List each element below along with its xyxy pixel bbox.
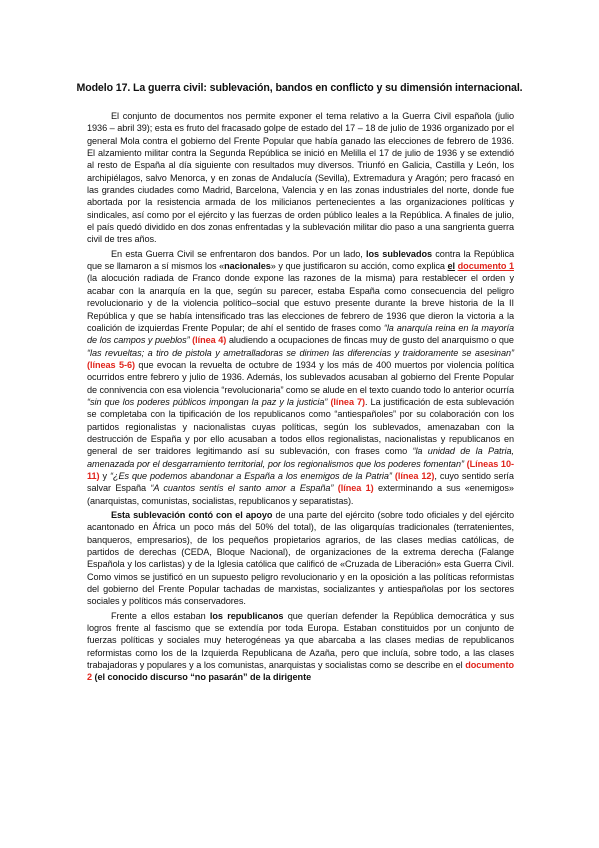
bold-apoyo: Esta sublevación contó con el apoyo	[111, 510, 273, 520]
quote-lines-10-11: “la unidad de la Patria, amenazada por el desgarramiento territorial, por los regionalismos que los poderes fomentan”	[87, 446, 514, 469]
text-run: que querían defender la República democrática y sus logros frente al fascismo que se extendía por toda Europa. Estaban constituidos por un conjunto de fuerzas políticas y sociales muy heterogéneas ya que abarcaba a las clases medias de republicanos reformistas como los de la Izquierda Republicana de Azaña, pero que incluía, sobre todo, a las clases trabajadoras y populares y a los comunistas, anarquistas y socialistas como se describe en el	[87, 610, 514, 671]
text-run: . La justificación de esta sublevación se completaba con la tipificación de los republicanos como “antiespañoles” por su colaboración con los partidos regionalistas y nacionalistas cuyas políticas, según los sublevados, amenazaban con la destrucción de España y por ello acusaban a todos ellos regionalistas, nacionalistas y republicanos en general de ser traidores legitimando así su sublevación, con frases como	[87, 396, 514, 457]
text-run: contra la República que se llamaron a sí mismos los «	[87, 248, 514, 272]
bold-los-sublevados: los sublevados	[366, 248, 433, 259]
quote-line-12: “¿Es que podemos abandonar a España a los enemigos de la Patria”	[109, 470, 392, 481]
text-run: (el	[94, 672, 106, 683]
text-run: aludiendo a ocupaciones de fincas muy de gusto del anarquismo o que	[228, 335, 514, 346]
text-run: Frente a ellos estaban	[111, 610, 206, 621]
bold-nacionales: nacionales	[224, 261, 271, 272]
quote-line-7: “sin que los poderes públicos impongan la paz y la justicia”	[87, 396, 328, 407]
document-title: Modelo 17. La guerra civil: sublevación, bandos en conflicto y su dimensión internacional.	[76, 82, 523, 94]
line-reference-4: (línea 4)	[192, 335, 227, 346]
line-reference-12: (línea 12)	[394, 470, 435, 481]
bold-discurso: conocido discurso “no pasarán” de la dirigente	[107, 672, 312, 683]
paragraph-2	[87, 248, 514, 507]
paragraph-4	[87, 610, 514, 684]
document-body	[87, 110, 514, 684]
text-run: (la alocución radiada de Franco donde expone las razones de la misma) para restablecer el orden y acabar con la anarquía en la que, según su parecer, estaba España como consecuencia del peligro revolucionario y de la violencia político–social que estuvo presente durante la breve historia de la II República y que se había intensificado tras las elecciones de febrero de 1936 que dieron la victoria a la coalición de izquierdas Frente Popular; de ahí el sentido de frases como	[87, 273, 514, 333]
text-run: » y que justificaron su acción, como explica	[270, 261, 445, 272]
paragraph-1: El conjunto de documentos nos permite exponer el tema relativo a la Guerra Civil española (julio 1936 – abril 39); esta es fruto del fracasado golpe de estado del 17 – 18 de julio de 1936 organizado por el general Mola contra el gobierno del Frente Popular que había ganado las elecciones de febrero de 1936. El alzamiento militar contra la Segunda República se inició en Melilla el 17 de julio de 1936 y se extendió al resto de España al día siguiente con resultados muy diversos. Triunfó en Galicia, Castilla y León, los archipiélagos, salvo Menorca, y en zonas de Andalucía (Sevilla), Extremadura y Aragón; pero fracasó en las grandes ciudades como Madrid, Barcelona, Valencia y en las zonas industriales del norte, donde fue abortada por la resistencia armada de los milicianos pertenecientes a las organizaciones políticas y sindicales, así como por el ejército y las fuerzas de orden público leales a la República. A finales de julio, el país quedó dividido en dos zonas enfrentadas y la sublevación militar dio paso a una sangrienta guerra civil de tres años.	[87, 111, 514, 245]
line-reference-7: (línea 7)	[330, 396, 366, 407]
document-2-reference: documento 2	[87, 660, 514, 683]
text-run: y	[102, 470, 108, 481]
text-run: de una parte del ejército (sobre todo oficiales y del ejército acantonado en África un poco más del 50% del total), de las oligarquías tradicionales (terratenientes, banqueros, empresarios), de los pequeños propietarios agrarios, de las clases medias católicas, de partidos de derechas (CEDA, Bloque Nacional), de organizaciones de la extrema derecha (Falange Española y los carlistas) y de la Iglesia católica que calificó de «Cruzada de Liberación» esta Guerra Civil. Como vimos se justificó en un supuesto peligro revolucionario y en la oposición a las políticas reformistas del gobierno del Frente Popular tachadas de marxistas, socializantes y antiespañolas por los sectores sociales y políticos más conservadores.	[87, 510, 514, 607]
document-1-article: el	[447, 261, 456, 272]
paragraph-3	[87, 509, 514, 608]
line-reference-10-11: (Líneas 10-11)	[87, 458, 514, 481]
quote-line-4: “la anarquía reina en la mayoría de los campos y pueblos”	[87, 322, 514, 346]
text-run: , cuyo sentido sería salvar España	[87, 470, 514, 494]
quote-line-1: “A cuantos sentís el santo amor a España”	[150, 483, 334, 494]
document-1-reference: documento 1	[457, 261, 514, 272]
quote-lines-5-6: “las revueltas; a tiro de pistola y ametralladoras se dirimen las diferencias y traidoramente se asesinan”	[87, 347, 514, 358]
line-reference-1: (línea 1)	[337, 483, 374, 494]
bold-los-republicanos: los republicanos	[209, 610, 284, 621]
text-run: En esta Guerra Civil se enfrentaron dos bandos. Por un lado,	[111, 248, 363, 259]
text-run: exterminando a sus «enemigos» (anarquistas, comunistas, socialistas, republicanos y separatistas).	[87, 483, 514, 506]
text-run: que evocan la revuelta de octubre de 1934 y los más de 400 muertos por violencia política ocurridos entre febrero y julio de 1936. Además, los sublevados acusaban al gobierno del Frente Popular de connivencia con esa violencia “revolucionaria” como se alude en el texto cuando todo lo anterior ocurría	[87, 359, 514, 395]
line-reference-5-6: (líneas 5-6)	[87, 359, 135, 370]
